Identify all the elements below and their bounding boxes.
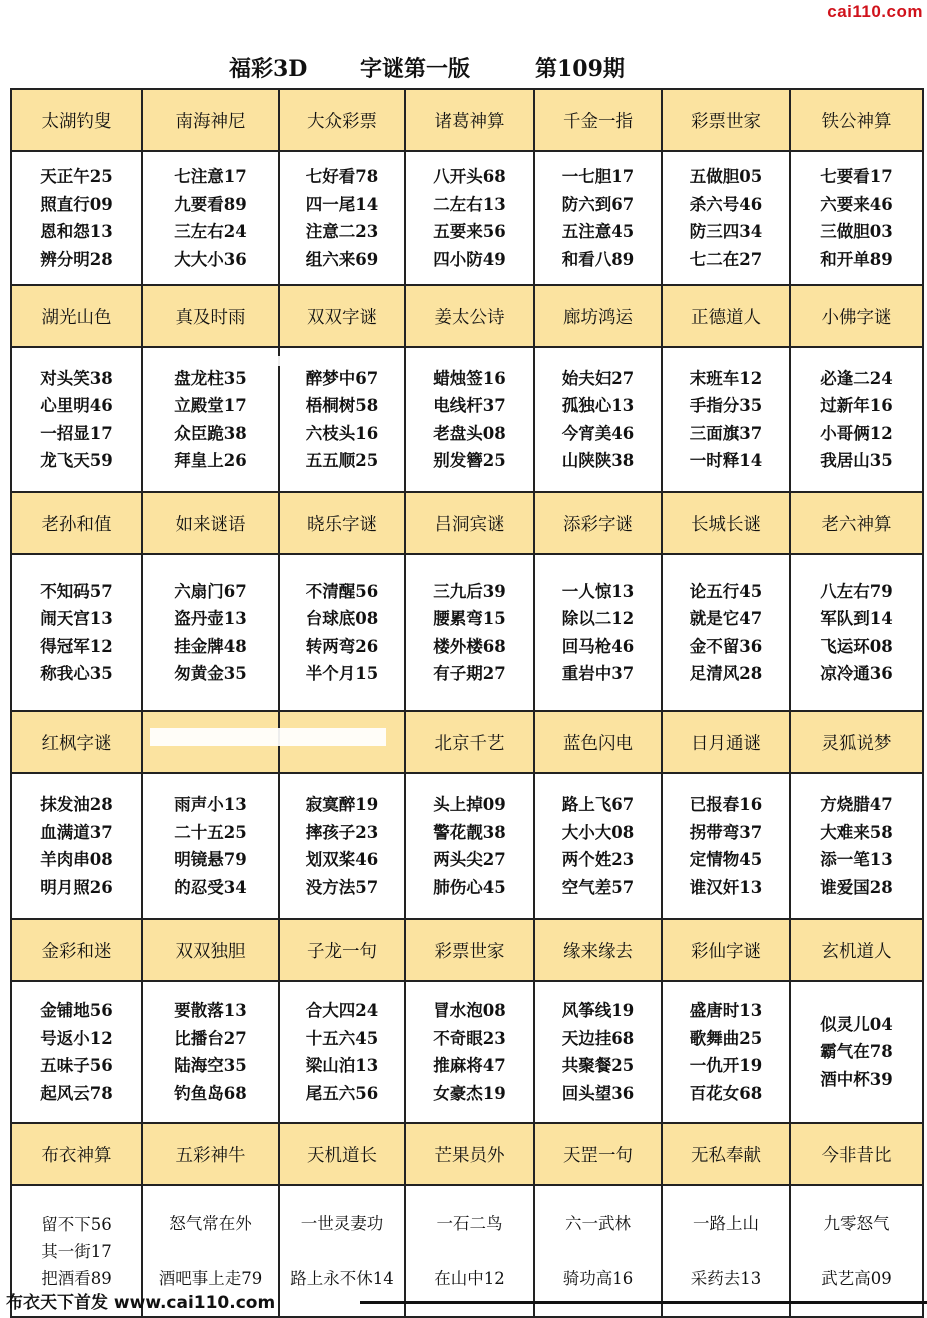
riddle-line: 钓鱼岛68 bbox=[174, 1083, 247, 1103]
riddle-line: 七要看17 bbox=[820, 167, 893, 186]
riddle-line: 警花靓38 bbox=[433, 822, 506, 842]
riddle-line: 对头笑38 bbox=[40, 368, 113, 388]
riddle-cell bbox=[405, 773, 534, 919]
riddle-cell bbox=[405, 981, 534, 1123]
data-row bbox=[11, 981, 923, 1123]
riddle-line: 拜皇上26 bbox=[174, 451, 247, 470]
riddle-line: 电线杆37 bbox=[433, 396, 506, 415]
riddle-line: 明镜悬79 bbox=[174, 850, 247, 869]
riddle-line: 防六到67 bbox=[561, 194, 635, 214]
riddle-grid bbox=[10, 88, 924, 1318]
riddle-cell bbox=[11, 151, 142, 285]
riddle-line: 半个月15 bbox=[305, 664, 379, 683]
column-header: 彩票世家 bbox=[662, 89, 790, 151]
riddle-cell bbox=[662, 347, 790, 492]
riddle-line: 方烧腊47 bbox=[820, 795, 893, 814]
riddle-line: 不清醒56 bbox=[305, 581, 379, 601]
riddle-line: 辨分明28 bbox=[40, 249, 113, 269]
riddle-line: 推麻将47 bbox=[433, 1056, 506, 1075]
riddle-line: 龙飞天59 bbox=[40, 451, 113, 470]
riddle-cell bbox=[790, 981, 923, 1123]
riddle-line: 注意二23 bbox=[305, 222, 379, 241]
column-header: 如来谜语 bbox=[142, 492, 279, 554]
riddle-line: 尾五六56 bbox=[305, 1083, 379, 1103]
riddle-line: 一路上山 bbox=[693, 1214, 759, 1233]
riddle-line: 九要看89 bbox=[174, 194, 247, 214]
riddle-line: 不知码57 bbox=[40, 581, 113, 601]
column-header: 湖光山色 bbox=[11, 285, 142, 347]
riddle-line: 回头望36 bbox=[561, 1083, 635, 1103]
riddle-line: 六要来46 bbox=[820, 194, 893, 214]
riddle-line: 转两弯26 bbox=[305, 636, 379, 656]
column-header: 老孙和值 bbox=[11, 492, 142, 554]
riddle-line: 始夫妇27 bbox=[561, 368, 635, 388]
data-row bbox=[11, 347, 923, 492]
column-header: 天罡一句 bbox=[534, 1123, 662, 1185]
column-header: 布衣神算 bbox=[11, 1123, 142, 1185]
riddle-line: 十五六45 bbox=[305, 1028, 379, 1048]
riddle-line: 酒中杯39 bbox=[820, 1069, 893, 1089]
column-header: 南海神尼 bbox=[142, 89, 279, 151]
riddle-line: 似灵儿04 bbox=[820, 1014, 893, 1034]
smudge-overlay bbox=[150, 728, 386, 746]
riddle-line: 一招显17 bbox=[40, 423, 113, 443]
riddle-line: 大小大08 bbox=[561, 822, 635, 842]
column-header: 红枫字谜 bbox=[11, 711, 142, 773]
riddle-line: 采药去13 bbox=[690, 1269, 762, 1288]
riddle-line: 三左右24 bbox=[174, 222, 247, 241]
riddle-cell bbox=[534, 347, 662, 492]
riddle-line: 末班车12 bbox=[689, 368, 763, 388]
riddle-line: 金铺地56 bbox=[40, 1001, 113, 1020]
riddle-line: 羊肉串08 bbox=[40, 850, 113, 869]
riddle-line: 一石二鸟 bbox=[436, 1214, 503, 1233]
riddle-line: 陆海空35 bbox=[174, 1056, 247, 1075]
footer-rule bbox=[360, 1301, 927, 1304]
header-row bbox=[11, 492, 923, 554]
riddle-line: 有子期27 bbox=[433, 664, 506, 683]
riddle-line: 比播台27 bbox=[174, 1028, 247, 1048]
header-row bbox=[11, 89, 923, 151]
riddle-line: 大难来58 bbox=[820, 822, 893, 842]
riddle-cell bbox=[790, 773, 923, 919]
riddle-cell bbox=[662, 554, 790, 711]
riddle-line: 和开单89 bbox=[820, 249, 893, 269]
riddle-cell bbox=[279, 773, 405, 919]
riddle-cell bbox=[534, 151, 662, 285]
riddle-line: 醉梦中67 bbox=[305, 368, 379, 388]
riddle-line: 众臣跪38 bbox=[174, 423, 247, 443]
column-header: 彩仙字谜 bbox=[662, 919, 790, 981]
riddle-line: 盘龙柱35 bbox=[174, 368, 247, 388]
column-header: 老六神算 bbox=[790, 492, 923, 554]
column-header: 彩票世家 bbox=[405, 919, 534, 981]
riddle-line: 九零怒气 bbox=[823, 1214, 890, 1233]
riddle-line: 一七胆17 bbox=[561, 167, 635, 186]
column-header: 蓝色闪电 bbox=[534, 711, 662, 773]
riddle-line: 孤独心13 bbox=[561, 396, 635, 415]
riddle-line: 我居山35 bbox=[820, 451, 893, 470]
riddle-line: 两头尖27 bbox=[433, 850, 506, 869]
riddle-line: 别发簪25 bbox=[433, 451, 506, 470]
riddle-line: 的忍受34 bbox=[174, 877, 247, 897]
riddle-line: 台球底08 bbox=[305, 609, 379, 628]
riddle-cell bbox=[279, 347, 405, 492]
riddle-line: 飞运环08 bbox=[820, 636, 893, 656]
column-header: 铁公神算 bbox=[790, 89, 923, 151]
riddle-cell bbox=[142, 981, 279, 1123]
riddle-line: 回马枪46 bbox=[561, 636, 635, 656]
riddle-line: 血满道37 bbox=[40, 822, 113, 842]
riddle-line: 必逢二24 bbox=[820, 368, 893, 388]
riddle-line: 称我心35 bbox=[40, 664, 113, 683]
riddle-cell bbox=[790, 151, 923, 285]
riddle-line: 空气差57 bbox=[561, 877, 635, 897]
riddle-line: 寂寞醉19 bbox=[305, 795, 379, 814]
column-header: 玄机道人 bbox=[790, 919, 923, 981]
riddle-line: 恩和怨13 bbox=[40, 222, 113, 241]
riddle-line: 天正午25 bbox=[40, 167, 113, 186]
riddle-line: 定情物45 bbox=[689, 850, 763, 869]
riddle-line: 一时释14 bbox=[689, 451, 763, 470]
riddle-cell bbox=[405, 151, 534, 285]
riddle-line: 一世灵妻功 bbox=[300, 1214, 384, 1233]
riddle-line: 一仇开19 bbox=[689, 1056, 763, 1075]
riddle-line: 划双桨46 bbox=[305, 850, 379, 869]
header-row bbox=[11, 919, 923, 981]
riddle-line: 拐带弯37 bbox=[689, 822, 763, 842]
riddle-line: 杀六号46 bbox=[689, 194, 763, 214]
riddle-line: 五五顺25 bbox=[305, 451, 379, 470]
riddle-line: 组六来69 bbox=[305, 249, 379, 269]
riddle-line: 楼外楼68 bbox=[433, 636, 506, 656]
riddle-line: 小哥俩12 bbox=[820, 423, 893, 443]
riddle-line: 六一武林 bbox=[565, 1214, 631, 1233]
header-row bbox=[11, 285, 923, 347]
riddle-line: 六扇门67 bbox=[174, 581, 247, 601]
riddle-cell bbox=[534, 773, 662, 919]
column-header: 添彩字谜 bbox=[534, 492, 662, 554]
riddle-line: 留不下56 bbox=[41, 1214, 112, 1234]
riddle-cell bbox=[11, 554, 142, 711]
riddle-line: 风筝线19 bbox=[561, 1001, 635, 1020]
riddle-line: 明月照26 bbox=[40, 877, 113, 897]
riddle-line: 谁爱国28 bbox=[820, 877, 893, 897]
riddle-line: 怒气常在外 bbox=[169, 1214, 252, 1233]
column-header: 吕洞宾谜 bbox=[405, 492, 534, 554]
column-header: 五彩神牛 bbox=[142, 1123, 279, 1185]
column-header: 今非昔比 bbox=[790, 1123, 923, 1185]
riddle-line: 山陕陕38 bbox=[561, 451, 635, 470]
header-row bbox=[11, 1123, 923, 1185]
riddle-line: 七好看78 bbox=[305, 167, 379, 186]
riddle-line: 八开头68 bbox=[433, 167, 506, 186]
riddle-line: 二左右13 bbox=[433, 194, 506, 214]
riddle-cell bbox=[11, 347, 142, 492]
riddle-line: 冒水泡08 bbox=[433, 1001, 506, 1020]
column-header: 双双字谜 bbox=[279, 285, 405, 347]
riddle-line: 雨声小13 bbox=[174, 795, 247, 814]
title-issue: 第109期 bbox=[535, 56, 625, 82]
riddle-line: 路上飞67 bbox=[561, 795, 635, 814]
riddle-line: 一人惊13 bbox=[561, 581, 635, 601]
riddle-line: 酒吧事上走79 bbox=[158, 1269, 263, 1288]
footer bbox=[0, 1288, 927, 1313]
riddle-line: 立殿堂17 bbox=[174, 396, 247, 415]
riddle-line: 合大四24 bbox=[305, 1001, 379, 1020]
data-row bbox=[11, 151, 923, 285]
riddle-line: 霸气在78 bbox=[820, 1042, 893, 1062]
riddle-cell bbox=[662, 151, 790, 285]
riddle-line: 肺伤心45 bbox=[433, 877, 506, 897]
riddle-cell bbox=[405, 554, 534, 711]
riddle-line: 百花女68 bbox=[689, 1083, 763, 1103]
column-header: 无私奉献 bbox=[662, 1123, 790, 1185]
riddle-line: 摔孩子23 bbox=[305, 822, 379, 842]
column-header: 日月通谜 bbox=[662, 711, 790, 773]
riddle-line: 论五行45 bbox=[689, 581, 763, 601]
riddle-line: 五要来56 bbox=[433, 222, 506, 241]
riddle-cell bbox=[142, 773, 279, 919]
column-header: 长城长谜 bbox=[662, 492, 790, 554]
riddle-line: 防三四34 bbox=[689, 222, 763, 241]
column-header: 正德道人 bbox=[662, 285, 790, 347]
riddle-line: 蜡烛签16 bbox=[433, 368, 506, 388]
riddle-line: 挂金牌48 bbox=[174, 636, 247, 656]
riddle-line: 盛唐时13 bbox=[689, 1001, 763, 1020]
column-header: 缘来缘去 bbox=[534, 919, 662, 981]
riddle-cell bbox=[405, 347, 534, 492]
riddle-cell bbox=[662, 981, 790, 1123]
riddle-line: 三面旗37 bbox=[689, 423, 763, 443]
riddle-cell bbox=[142, 151, 279, 285]
column-header: 真及时雨 bbox=[142, 285, 279, 347]
riddle-line: 腰累弯15 bbox=[433, 609, 506, 628]
site-logo: cai110.com bbox=[827, 2, 923, 21]
riddle-line: 梁山泊13 bbox=[305, 1056, 379, 1075]
header-row bbox=[11, 711, 923, 773]
riddle-line: 三九后39 bbox=[433, 581, 506, 601]
riddle-line: 金不留36 bbox=[689, 636, 763, 656]
riddle-cell bbox=[790, 554, 923, 711]
riddle-line: 没方法57 bbox=[305, 877, 379, 897]
riddle-line: 七二在27 bbox=[689, 249, 763, 269]
riddle-line: 大大小36 bbox=[174, 249, 247, 269]
column-header: 晓乐字谜 bbox=[279, 492, 405, 554]
riddle-cell bbox=[534, 981, 662, 1123]
riddle-line: 梧桐树58 bbox=[305, 396, 379, 415]
riddle-line: 添一笔13 bbox=[820, 850, 893, 869]
riddle-cell bbox=[279, 151, 405, 285]
data-row bbox=[11, 773, 923, 919]
riddle-cell bbox=[142, 347, 279, 492]
riddle-line: 过新年16 bbox=[820, 396, 893, 415]
riddle-line: 天边挂68 bbox=[561, 1028, 635, 1048]
column-header: 小佛字谜 bbox=[790, 285, 923, 347]
riddle-line: 五味子56 bbox=[40, 1056, 113, 1075]
riddle-line: 重岩中37 bbox=[561, 664, 635, 683]
riddle-line: 把酒看89 bbox=[41, 1268, 112, 1288]
riddle-line: 手指分35 bbox=[689, 396, 763, 415]
riddle-line: 头上掉09 bbox=[433, 795, 506, 814]
riddle-cell bbox=[11, 773, 142, 919]
riddle-cell bbox=[11, 981, 142, 1123]
riddle-line: 二十五25 bbox=[174, 822, 247, 842]
riddle-line: 五注意45 bbox=[561, 222, 635, 241]
column-header: 灵狐说梦 bbox=[790, 711, 923, 773]
column-header: 诸葛神算 bbox=[405, 89, 534, 151]
riddle-line: 老盘头08 bbox=[433, 423, 506, 443]
column-header: 千金一指 bbox=[534, 89, 662, 151]
riddle-line: 已报春16 bbox=[689, 795, 763, 814]
riddle-line: 足清风28 bbox=[689, 664, 763, 683]
column-header: 金彩和迷 bbox=[11, 919, 142, 981]
riddle-cell bbox=[142, 554, 279, 711]
riddle-line: 照直行09 bbox=[40, 194, 113, 214]
riddle-line: 军队到14 bbox=[820, 609, 893, 628]
riddle-line: 武艺高09 bbox=[821, 1269, 892, 1288]
column-header: 子龙一句 bbox=[279, 919, 405, 981]
riddle-line: 抹发油28 bbox=[40, 795, 113, 814]
riddle-cell bbox=[662, 773, 790, 919]
column-header: 芒果员外 bbox=[405, 1123, 534, 1185]
data-row bbox=[11, 554, 923, 711]
riddle-line: 闹天宫13 bbox=[40, 609, 113, 628]
riddle-line: 在山中12 bbox=[434, 1269, 505, 1288]
riddle-line: 就是它47 bbox=[689, 609, 763, 628]
column-header: 廊坊鸿运 bbox=[534, 285, 662, 347]
riddle-line: 七注意17 bbox=[174, 167, 247, 186]
riddle-line: 女豪杰19 bbox=[433, 1083, 506, 1103]
riddle-cell bbox=[279, 554, 405, 711]
riddle-line: 共聚餐25 bbox=[561, 1056, 635, 1075]
riddle-cell bbox=[534, 554, 662, 711]
column-header: 太湖钓叟 bbox=[11, 89, 142, 151]
riddle-line: 六枝头16 bbox=[305, 423, 379, 443]
smudge-overlay bbox=[230, 356, 400, 366]
column-header: 天机道长 bbox=[279, 1123, 405, 1185]
riddle-line: 今宵美46 bbox=[561, 423, 635, 443]
riddle-line: 号返小12 bbox=[40, 1028, 113, 1048]
title-edition: 字谜第一版 bbox=[360, 56, 471, 82]
column-header: 姜太公诗 bbox=[405, 285, 534, 347]
riddle-line: 路上永不休14 bbox=[290, 1269, 394, 1288]
riddle-line: 凉冷通36 bbox=[820, 664, 893, 683]
footer-text: 布衣天下首发 www.cai110.com bbox=[6, 1293, 276, 1313]
riddle-line: 匆黄金35 bbox=[174, 664, 247, 683]
riddle-line: 八左右79 bbox=[820, 581, 893, 601]
riddle-line: 两个姓23 bbox=[561, 850, 635, 869]
title-lottery: 福彩3D bbox=[229, 56, 308, 82]
column-header: 北京千艺 bbox=[405, 711, 534, 773]
riddle-line: 四小防49 bbox=[433, 249, 506, 269]
riddle-line: 三做胆03 bbox=[820, 222, 893, 241]
column-header: 双双独胆 bbox=[142, 919, 279, 981]
riddle-line: 五做胆05 bbox=[689, 167, 763, 186]
riddle-line: 四一尾14 bbox=[305, 194, 379, 214]
riddle-line: 和看八89 bbox=[561, 249, 635, 269]
column-header: 大众彩票 bbox=[279, 89, 405, 151]
riddle-line: 不奇眼23 bbox=[433, 1028, 506, 1048]
riddle-cell bbox=[279, 981, 405, 1123]
riddle-line: 要散落13 bbox=[174, 1001, 247, 1020]
riddle-line: 谁汉奸13 bbox=[689, 877, 763, 897]
riddle-line: 盗丹壶13 bbox=[174, 609, 247, 628]
riddle-line: 得冠军12 bbox=[40, 636, 113, 656]
riddle-cell bbox=[790, 347, 923, 492]
riddle-line: 心里明46 bbox=[40, 396, 113, 415]
riddle-line: 除以二12 bbox=[561, 609, 635, 628]
riddle-line: 其一街17 bbox=[41, 1241, 112, 1261]
riddle-line: 歌舞曲25 bbox=[689, 1028, 763, 1048]
riddle-line: 起风云78 bbox=[40, 1083, 113, 1103]
riddle-line: 骑功高16 bbox=[562, 1269, 634, 1288]
